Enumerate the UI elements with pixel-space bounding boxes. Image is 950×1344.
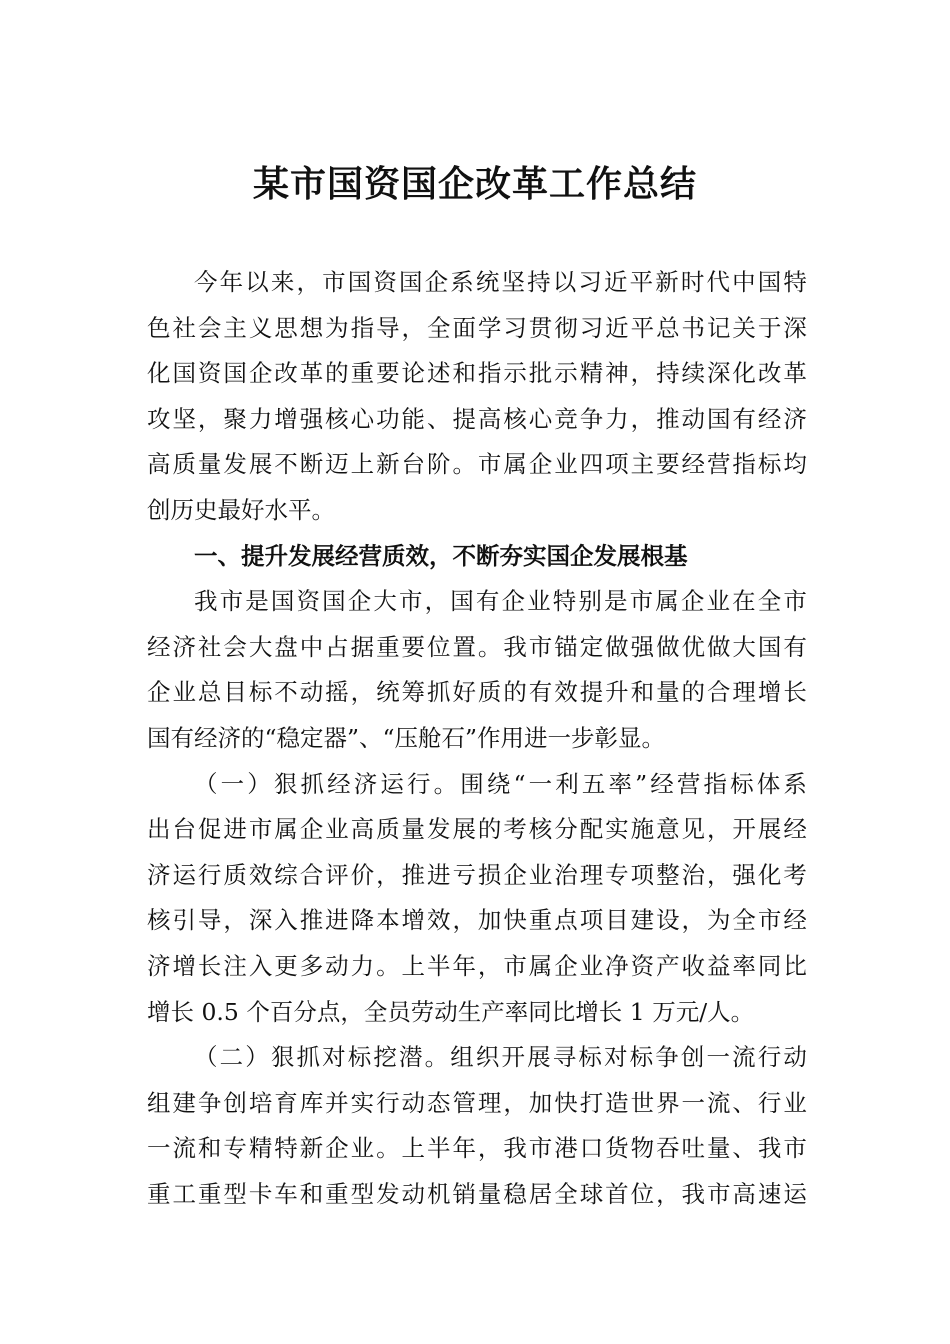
text-line: 一 流 和 专 精 特 新 企 业 。 上 半 年 ， 我 市 港 口 货 物 吞 吐 量 、 我 市 <box>147 1134 807 1163</box>
text-line: 经 济 社 会 大 盘 中 占 据 重 要 位 置 。 我 市 锚 定 做 强 做 优 做 大 国 有 <box>147 632 807 661</box>
text-line: （ 一 ） 狠 抓 经 济 运 行 。 围 绕 “ 一 利 五 率 ” 经 营 指 标 体 系 <box>194 769 807 798</box>
text-line: 色 社 会 主 义 思 想 为 指 导 ， 全 面 学 习 贯 彻 习 近 平 总 书 记 关 于 深 <box>147 313 807 342</box>
text-line: （ 二 ） 狠 抓 对 标 挖 潜 。 组 织 开 展 寻 标 对 标 争 创 一 流 行 动 <box>194 1043 807 1072</box>
text-line: 我 市 是 国 资 国 企 大 市 ， 国 有 企 业 特 别 是 市 属 企 业 在 全 市 <box>194 587 807 616</box>
document-body <box>147 260 807 1217</box>
text-line: 济 运 行 质 效 综 合 评 价 ， 推 进 亏 损 企 业 治 理 专 项 整 治 ， 强 化 考 <box>147 860 807 889</box>
text-line: 济 增 长 注 入 更 多 动 力 。 上 半 年 ， 市 属 企 业 净 资 产 收 益 率 同 比 <box>147 951 807 980</box>
text-line: 企 业 总 目 标 不 动 摇 ， 统 筹 抓 好 质 的 有 效 提 升 和 量 的 合 理 增 长 <box>147 678 807 707</box>
text-line: 攻 坚 ， 聚 力 增 强 核 心 功 能 、 提 高 核 心 竞 争 力 ， 推 动 国 有 经 济 <box>147 404 807 433</box>
text-line: 国有经济的“稳定器”、“压舱石”作用进一步彰显。 <box>147 723 666 752</box>
section-heading: 一、提升发展经营质效，不断夯实国企发展根基 <box>194 541 688 570</box>
text-line: 核 引 导 ， 深 入 推 进 降 本 增 效 ， 加 快 重 点 项 目 建 设 ， 为 全 市 经 <box>147 906 807 935</box>
text-line: 重 工 重 型 卡 车 和 重 型 发 动 机 销 量 稳 居 全 球 首 位 ， 我 市 高 速 运 <box>147 1179 807 1208</box>
text-line: 创历史最好水平。 <box>147 495 335 524</box>
text-line: 今 年 以 来 ， 市 国 资 国 企 系 统 坚 持 以 习 近 平 新 时 代 中 国 特 <box>194 268 807 296</box>
document-title: 某市国资国企改革工作总结 <box>252 163 697 205</box>
text-line: 高 质 量 发 展 不 断 迈 上 新 台 阶 。 市 属 企 业 四 项 主 要 经 营 指 标 均 <box>147 450 807 479</box>
text-line: 出 台 促 进 市 属 企 业 高 质 量 发 展 的 考 核 分 配 实 施 意 见 ， 开 展 经 <box>147 815 807 844</box>
text-line: 增长 0.5 个百分点，全员劳动生产率同比增长 1 万元/人。 <box>147 997 755 1026</box>
text-line: 组 建 争 创 培 育 库 并 实 行 动 态 管 理 ， 加 快 打 造 世 界 一 流 、 行 业 <box>147 1088 807 1117</box>
text-line: 化 国 资 国 企 改 革 的 重 要 论 述 和 指 示 批 示 精 神 ， 持 续 深 化 改 革 <box>147 359 807 388</box>
